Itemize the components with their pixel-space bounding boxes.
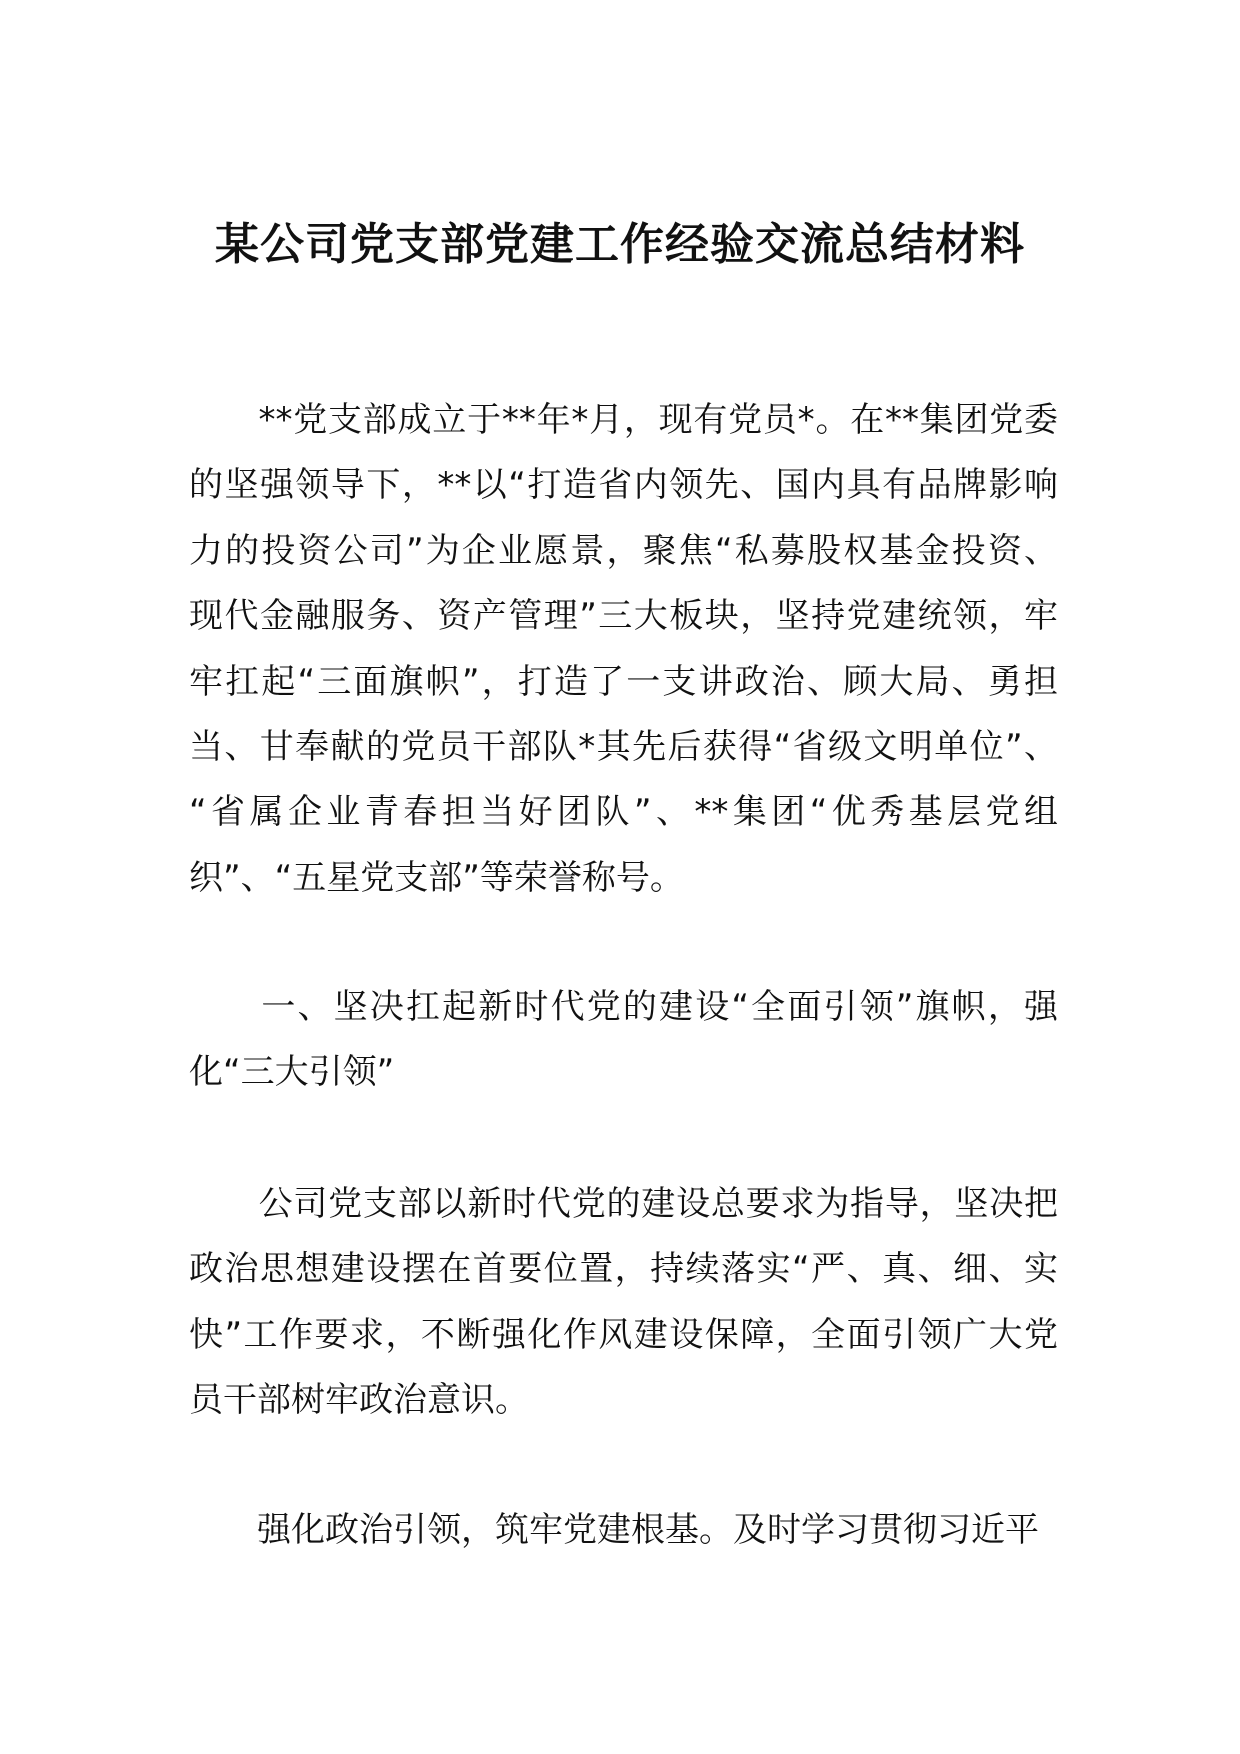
paragraph-line: 公司党支部以新时代党的建设总要求为指导，坚决把 — [189, 1184, 1058, 1224]
paragraph-line: 快”工作要求，不断强化作风建设保障，全面引领广大党 — [189, 1314, 1058, 1355]
paragraph-line: 力的投资公司”为企业愿景，聚焦“私募股权基金投资、 — [189, 530, 1058, 571]
paragraph-line: **党支部成立于**年*月，现有党员*。在**集团党委 — [189, 400, 1058, 440]
paragraph-line: 的坚强领导下，**以“打造省内领先、国内具有品牌影响 — [189, 465, 1058, 506]
paragraph-line: “省属企业青春担当好团队”、**集团“优秀基层党组 — [189, 792, 1058, 833]
paragraph-line: 员干部树牢政治意识。 — [189, 1380, 529, 1421]
paragraph-line: 政治思想建设摆在首要位置，持续落实“严、真、细、实 — [189, 1249, 1058, 1290]
paragraph-line: 化“三大引领” — [189, 1052, 395, 1093]
paragraph-line: 一、坚决扛起新时代党的建设“全面引领”旗帜，强 — [189, 987, 1058, 1027]
paragraph-line: 现代金融服务、资产管理”三大板块，坚持党建统领，牢 — [189, 596, 1058, 637]
paragraph-line: 牢扛起“三面旗帜”，打造了一支讲政治、顾大局、勇担 — [189, 661, 1058, 702]
paragraph-line: 织”、“五星党支部”等荣誉称号。 — [189, 857, 684, 898]
paragraph-line: 当、甘奉献的党员干部队*其先后获得“省级文明单位”、 — [189, 727, 1058, 767]
paragraph-line: 强化政治引领，筑牢党建根基。及时学习贯彻习近平 — [189, 1510, 1039, 1550]
document-title: 某公司党支部党建工作经验交流总结材料 — [215, 219, 1025, 270]
